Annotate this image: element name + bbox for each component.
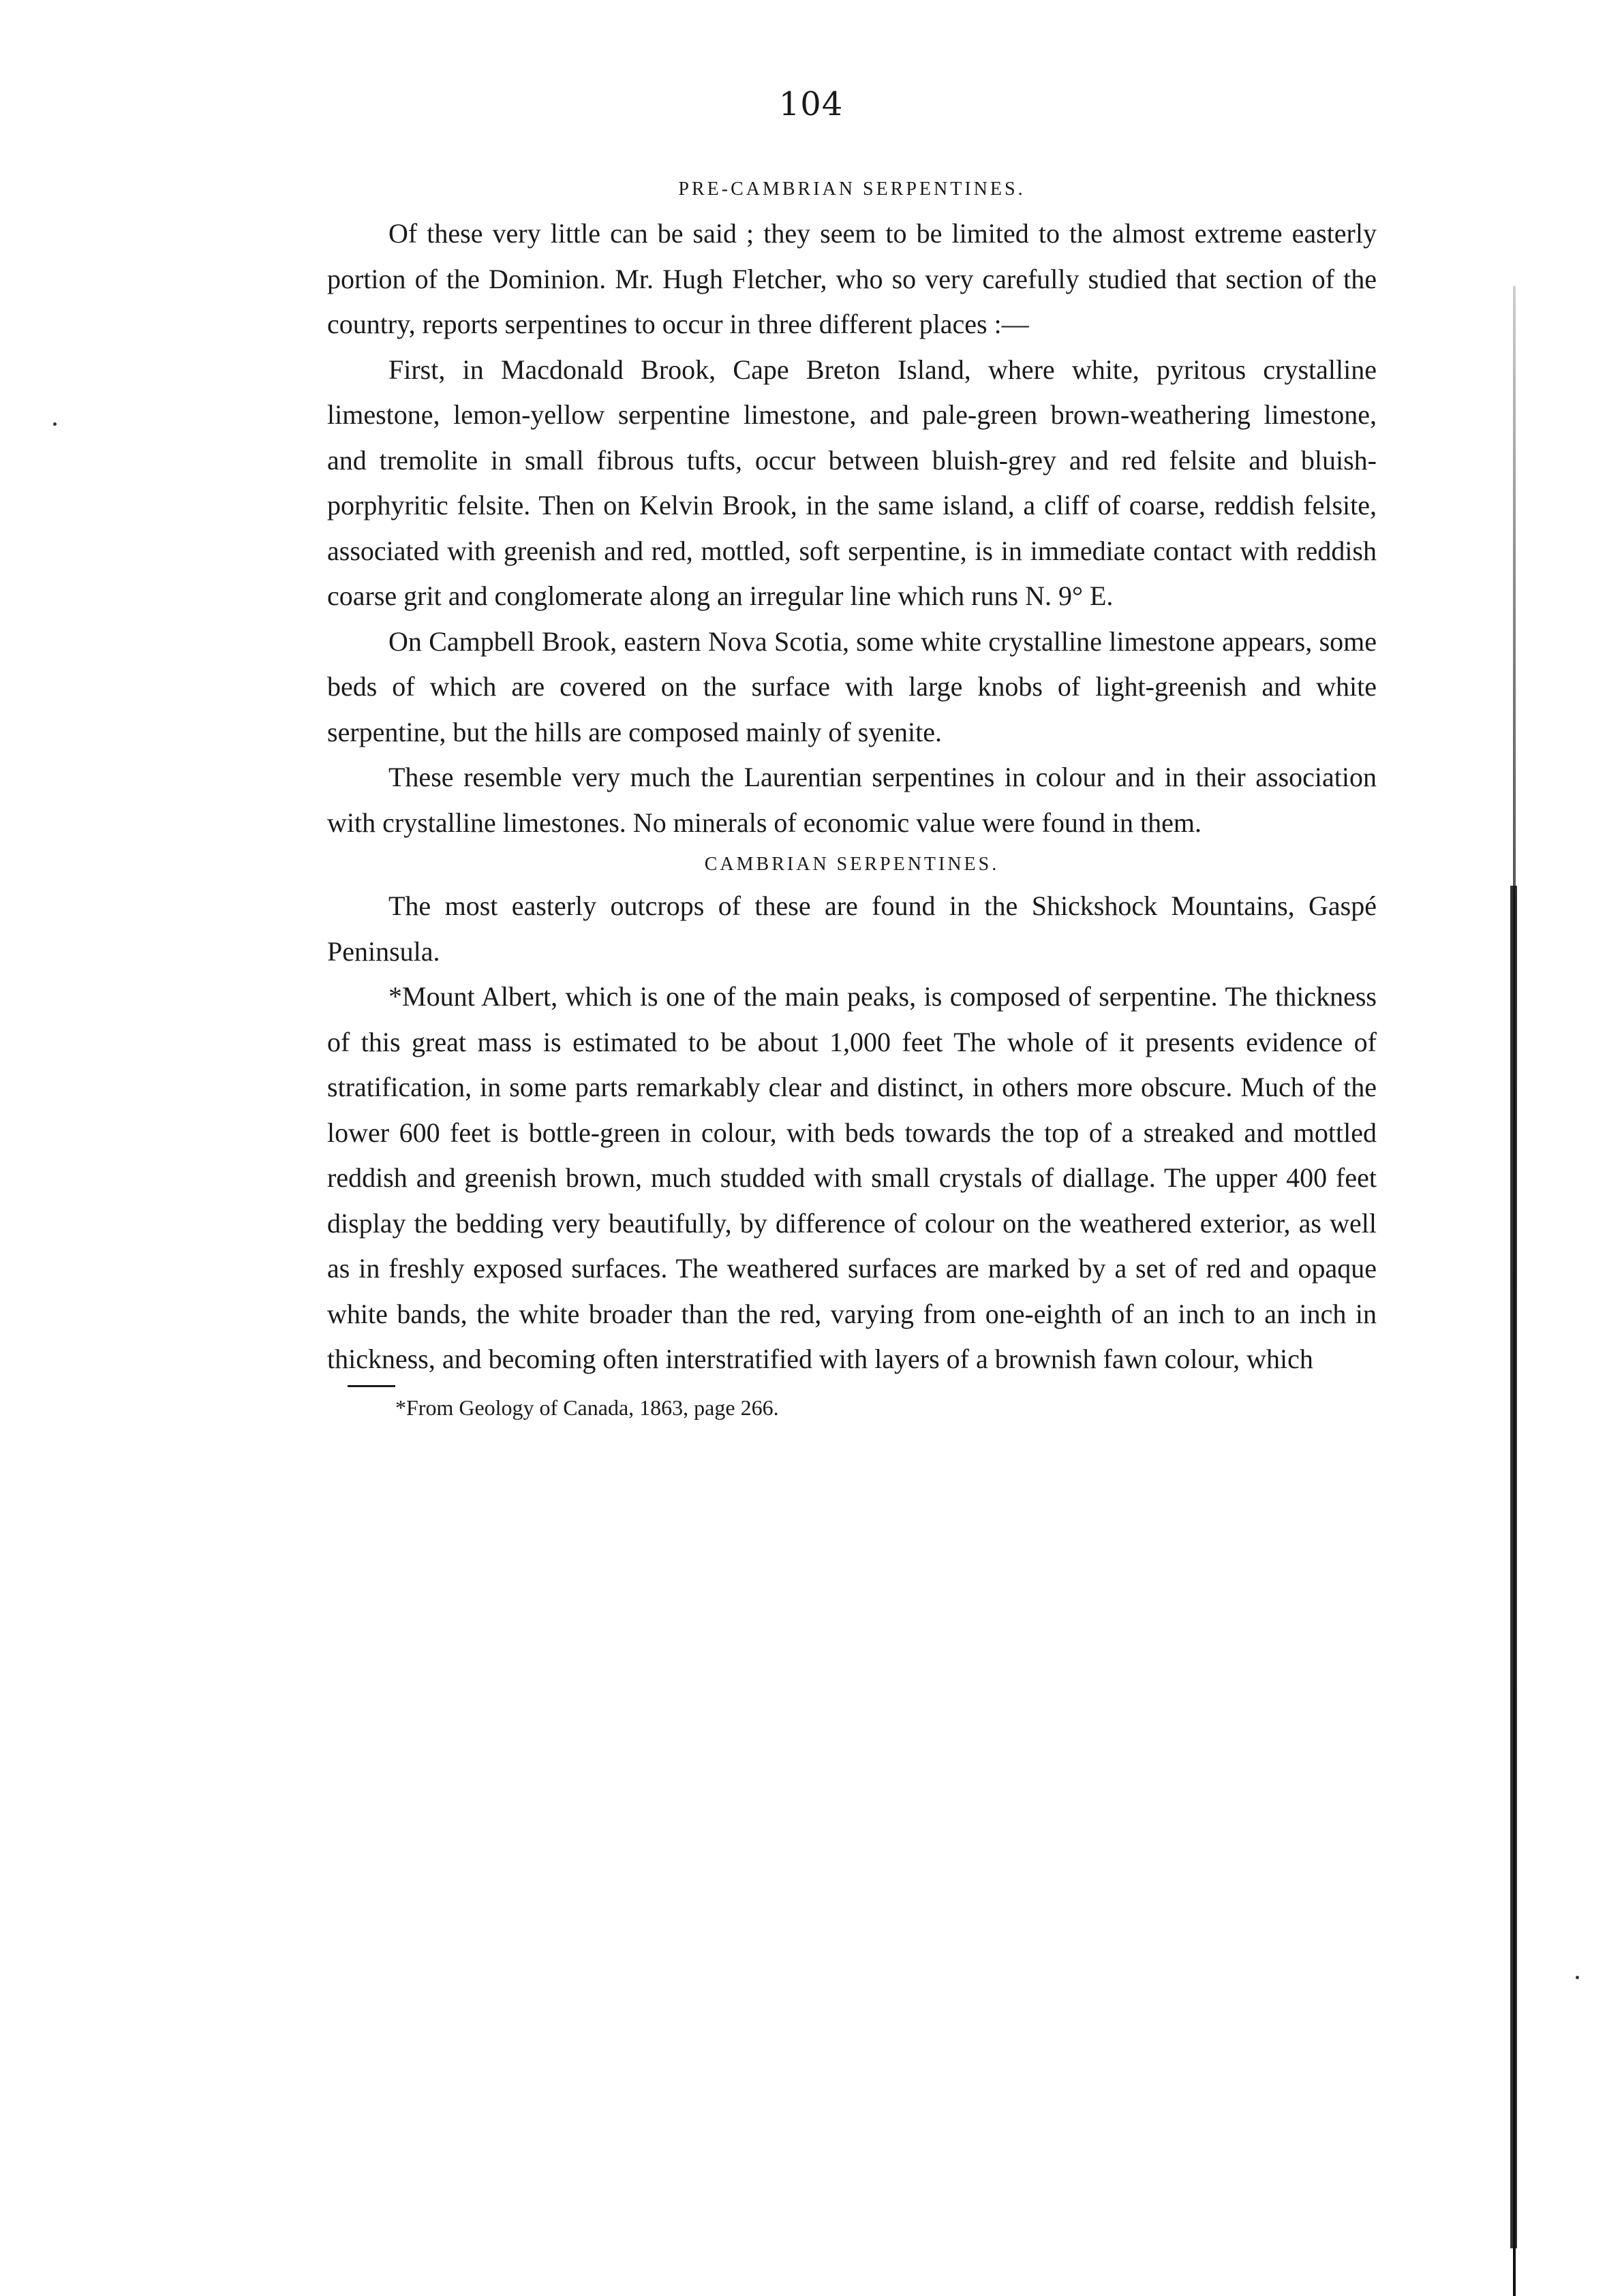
footnote: *From Geology of Canada, 1863, page 266. (395, 1395, 779, 1420)
paragraph: *Mount Albert, which is one of the main peaks, is composed of serpentine. The thickness of this great mass is estimated to be about 1,000 feet The whole of it presents evidence of stratification, in some parts remarkably clear and distinct, in others more obscure. Much of the lower 600 feet is bottle-green in colour, with beds towards the top of a streaked and mottled reddish and greenish brown, much studded with small crystals of diallage. The upper 400 feet display the bedding very beautifully, by difference of colour on the weathered exterior, as well as in freshly exposed surfaces. The weathered surfaces are marked by a set of red and opaque white bands, the white broader than the red, varying from one-eighth of an inch to an inch in thickness, and becoming often interstratified with layers of a brownish fawn colour, which (327, 981, 1377, 1374)
paragraph: First, in Macdonald Brook, Cape Breton Island, where white, pyritous crystalline limestone, lemon-yellow serpentine limestone, and pale-green brown-weathering limestone, and tremolite in small fibrous tufts, occur between bluish-grey and red felsite and bluish-porphyritic felsite. Then on Kelvin Brook, in the same island, a cliff of coarse, reddish felsite, associated with greenish and red, mottled, soft serpentine, is in immediate contact with reddish coarse grit and conglomerate along an irregular line which runs N. 9° E. (327, 354, 1377, 611)
page-number: 104 (778, 85, 844, 123)
paragraph: Of these very little can be said ; they seem to be limited to the almost extreme easterly portion of the Dominion. Mr. Hugh Fletcher, who so very carefully studied that section of the country, reports serpentines to occur in three different places :— (327, 218, 1377, 339)
scan-edge-shadow (1510, 886, 1517, 2248)
scan-speck (53, 422, 57, 426)
section-heading-cambrian: CAMBRIAN SERPENTINES. (704, 854, 1000, 875)
paragraph: On Campbell Brook, eastern Nova Scotia, some white crystalline limestone appears, some beds of which are covered on the surface with large knobs of light-greenish and white serpentine, but the hills are composed mainly of syenite. (327, 625, 1377, 747)
body-text (327, 170, 1377, 1424)
scan-speck (1576, 1976, 1579, 1979)
paragraph: The most easterly outcrops of these are found in the Shickshock Mountains, Gaspé Peninsula. (327, 890, 1377, 967)
paragraph: These resemble very much the Laurentian serpentines in colour and in their association with crystalline limestones. No minerals of economic value were found in them. (327, 762, 1377, 838)
section-heading-pre-cambrian: PRE-CAMBRIAN SERPENTINES. (678, 179, 1026, 200)
footnote-rule (348, 1385, 395, 1387)
